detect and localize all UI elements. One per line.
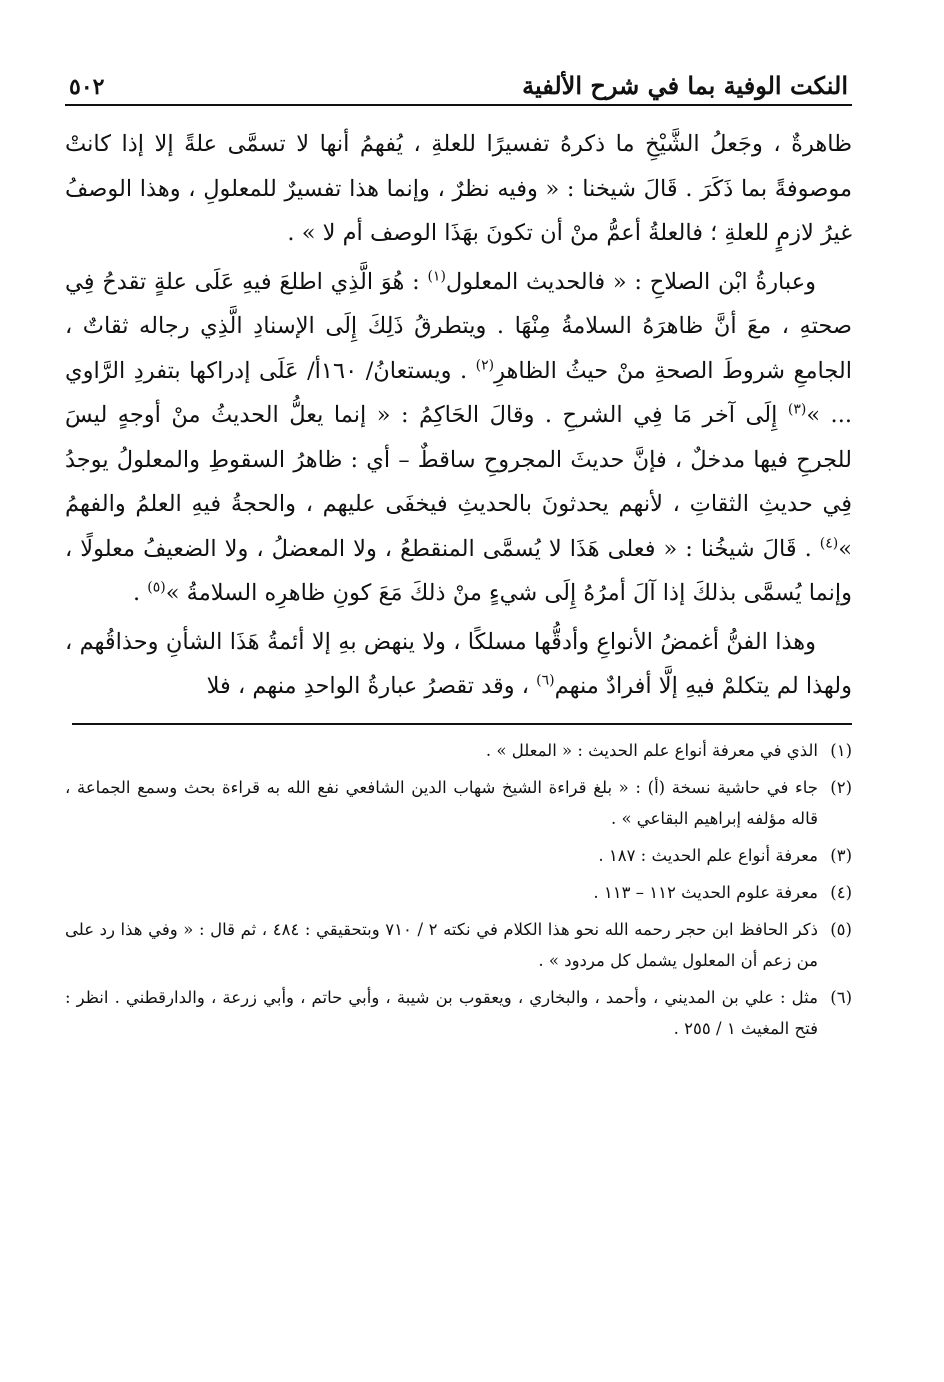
footnote-ref[interactable]: (٣) [787, 401, 807, 418]
footnote-divider [72, 723, 852, 725]
paragraph-text: وعبارةُ ابْن الصلاحِ : « فالحديث المعلول [445, 268, 816, 295]
book-page [65, 60, 852, 1342]
footnote-number: (٢) [830, 777, 852, 797]
footnote-ref[interactable]: (٤) [819, 535, 839, 551]
paragraph-1 [65, 122, 852, 256]
footnotes-list [65, 735, 852, 1044]
paragraph-text: إِلَى آخر مَا فِي الشرحِ . وقالَ الحَاكِمُ : « إنما يعلُّ الحديثُ منْ أوجهٍ ليسَ للجرحِ فيها مدخلٌ ، فإنَّ حديثَ المجروحِ ساقطٌ – أي : ظاهرُ السقوطِ والمعلولُ يوجدُ فِي حديثِ الثقاتِ ، لأنهم يحدثونَ بالحديثِ فيخفَى عليهم ، والحجةُ فيهِ العلمُ والفهمُ » [65, 402, 852, 562]
footnote-ref[interactable]: (٥) [147, 579, 166, 596]
paragraph-text: . [132, 580, 148, 606]
footnote-text: معرفة أنواع علم الحديث : ١٨٧ . [598, 845, 818, 865]
paragraph-text: ظاهرةٌ ، وجَعلُ الشَّيْخِ ما ذكرهُ تفسيرًا للعلةِ ، يُفهمُ أنها لا تسمَّى علةً إلا إذا كانتْ موصوفةً بما ذَكَرَ . قَالَ شيخنا : « وفيه نظرٌ ، وإنما هذا تفسيرٌ للمعلولِ ، وهذا الوصفُ غيرُ لازمٍ للعلةِ ؛ فالعلةُ أعمُّ منْ أن تكونَ بهَذَا الوصف أم لا » . [65, 131, 852, 246]
footnote-item [65, 914, 852, 976]
footnote-number: (٤) [830, 882, 852, 902]
paragraph-2 [65, 260, 852, 616]
footnote-item [65, 772, 852, 834]
running-title: النكت الوفية بما في شرح الألفية [522, 71, 848, 100]
footnote-item [65, 735, 852, 766]
page-number: ٥٠٢ [69, 74, 105, 100]
footnote-item [65, 982, 852, 1044]
footnote-number: (١) [830, 740, 852, 760]
footnote-text: مثل : علي بن المديني ، وأحمد ، والبخاري ، ويعقوب بن شيبة ، وأبي حاتم ، وأبي زرعة ، والدارقطني . انظر : فتح المغيث ١ / ٢٥٥ . [65, 987, 818, 1038]
page-header [65, 60, 852, 106]
footnote-number: (٦) [830, 987, 852, 1007]
footnote-ref[interactable]: (٢) [475, 357, 495, 373]
footnote-text: ذكر الحافظ ابن حجر رحمه الله نحو هذا الكلام في نكته ٢ / ٧١٠ وبتحقيقي : ٤٨٤ ، ثم قال : « وفي هذا رد على من زعم أن المعلول يشمل كل مردود » . [65, 919, 818, 970]
footnote-number: (٥) [830, 919, 852, 939]
paragraph-3 [65, 620, 852, 709]
paragraph-text: . ويستعانُ/ ١٦٠أ/ عَلَى إدراكها بتفردِ الرَّاوي ... » [65, 357, 853, 428]
paragraph-text: وهذا الفنُّ أغمضُ الأنواعِ وأدقُّها مسلكًا ، ولا ينهض بهِ إلا أئمةُ هَذَا الشأنِ وحذاقُهم ، ولهذا لم يتكلمْ فيهِ إلَّا أفرادٌ منهم [65, 628, 852, 699]
footnote-number: (٣) [830, 845, 852, 865]
footnote-ref[interactable]: (١) [427, 268, 446, 284]
footnote-text: جاء في حاشية نسخة (أ) : « بلغ قراءة الشيخ شهاب الدين الشافعي نفع الله به قراءة بحث وسمع الجماعة ، قاله مؤلفه إبراهيم البقاعي » . [65, 777, 818, 828]
paragraph-text: ، وقد تقصرُ عبارةُ الواحدِ منهم ، فلا [206, 673, 537, 699]
footnote-text: الذي في معرفة أنواع علم الحديث : « المعلل » . [485, 740, 818, 760]
main-text [65, 122, 852, 709]
footnote-item [65, 840, 852, 871]
footnote-ref[interactable]: (٦) [536, 672, 555, 689]
footnote-text: معرفة علوم الحديث ١١٢ – ١١٣ . [593, 882, 818, 902]
paragraph-text: : هُوَ الَّذِي اطلعَ فيهِ عَلَى علةٍ تقدحُ فِي صحتهِ ، معَ أنَّ ظاهرَهُ السلامةُ مِنْهَا . ويتطرقُ ذَلِكَ إِلَى الإسنادِ الَّذِي رجاله ثقاتٌ ، الجامعِ شروطَ الصحةِ منْ حيثُ الظاهرِ [65, 268, 852, 384]
footnote-item [65, 877, 852, 908]
paragraph-text: . قَالَ شيخُنا : « فعلى هَذَا لا يُسمَّى المنقطعُ ، ولا المعضلُ ، ولا الضعيفُ معلولًا ، وإنما يُسمَّى بذلكَ إذا آلَ أمرُهُ إِلَى شيءٍ منْ ذلكَ مَعَ كونِ ظاهرِه السلامةُ » [65, 535, 852, 606]
